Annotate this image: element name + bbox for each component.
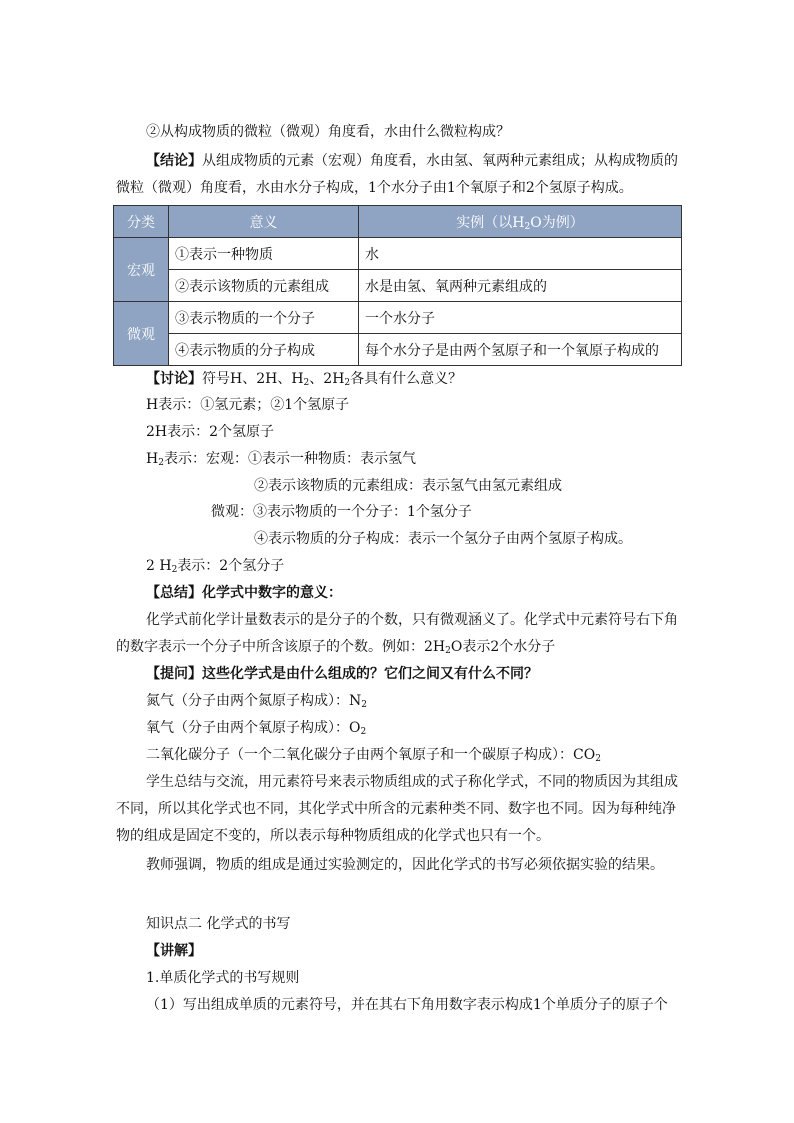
h2-meaning: $H_2$表示：宏观：①表示一种物质：表示氢气 [146, 451, 416, 468]
teacher-note: 教师强调，物质的组成是通过实验测定的，因此化学式的书写必须依据实验的结果。 [146, 857, 664, 873]
paragraph-line: 学生总结与交流，用元素符号来表示物质组成的式子称化学式，不同的物质因为其组成 [146, 774, 678, 790]
header-example: 实例（以$H_2O$为例） [359, 206, 682, 238]
row-example: 一个水分子 [359, 302, 682, 334]
question-heading: 【提问】这些化学式是由什么组成的？它们之间又有什么不同？ [146, 666, 538, 682]
row-meaning: ④表示物质的分子构成 [169, 334, 359, 366]
row-example: 每个水分子是由两个氢原子和一个氧原子构成的 [359, 334, 682, 366]
header-category: 分类 [114, 206, 169, 238]
co2-line: 二氧化碳分子（一个二氧化碳分子由两个氧原子和一个碳原子构成）：$CO_2$ [146, 747, 601, 764]
row-example: 水 [359, 238, 682, 270]
section2-title: 知识点二 化学式的书写 [146, 916, 291, 932]
rule-title: 1.单质化学式的书写规则 [146, 970, 300, 986]
h2-meaning-4: ④表示物质的分子构成：表示一个氢分子由两个氢原子构成。 [254, 531, 632, 547]
summary-heading: 【总结】化学式中数字的意义： [146, 585, 342, 601]
table-header-row [114, 206, 682, 238]
row-example: 水是由氢、氧两种元素组成的 [359, 270, 682, 302]
2h2-meaning: 2 $H_2$表示：2个氢分子 [146, 558, 285, 575]
conclusion-tag: 【结论】 [146, 153, 202, 169]
conclusion-line-1: 【结论】从组成物质的元素（宏观）角度看，水由氢、氧两种元素组成；从构成物质的 [146, 153, 678, 169]
row-meaning: ①表示一种物质 [169, 238, 359, 270]
oxygen-line: 氧气（分子由两个氧原子构成）：$O_2$ [146, 720, 367, 737]
table-row [114, 270, 682, 302]
row-meaning: ③表示物质的一个分子 [169, 302, 359, 334]
question-2: ②从构成物质的微粒（微观）角度看，水由什么微粒构成？ [146, 124, 510, 140]
explain-tag: 【讲解】 [146, 943, 202, 959]
conclusion-line-2: 微粒（微观）角度看，水由水分子构成，1个水分子由1个氧原子和2个氢原子构成。 [116, 180, 633, 196]
header-meaning: 意义 [169, 206, 359, 238]
classification-table [113, 205, 682, 366]
paragraph-line: 物的组成是固定不变的，所以表示每种物质组成的化学式也只有一个。 [116, 828, 550, 844]
summary-line-1: 化学式前化学计量数表示的是分子的个数，只有微观涵义了。化学式中元素符号右下角 [146, 612, 678, 628]
row-meaning: ②表示该物质的元素组成 [169, 270, 359, 302]
2h-meaning: 2H表示：2个氢原子 [146, 424, 275, 440]
h-meaning: H表示：①氢元素；②1个氢原子 [146, 397, 350, 413]
table-row [114, 238, 682, 270]
nitrogen-line: 氮气（分子由两个氮原子构成）：$N_2$ [146, 693, 367, 710]
paragraph-line: 不同，所以其化学式也不同，其化学式中所含的元素种类不同、数字也不同。因为每种纯净 [116, 801, 676, 817]
h2-meaning-3: 微观：③表示物质的一个分子：1个氢分子 [211, 504, 472, 520]
rule-1: （1）写出组成单质的元素符号，并在其右下角用数字表示构成1个单质分子的原子个 [146, 997, 668, 1013]
summary-line-2: 的数字表示一个分子中所含该原子的个数。例如：$2H_2O$表示2个水分子 [116, 639, 556, 656]
category-macro: 宏观 [114, 238, 169, 302]
table-row [114, 302, 682, 334]
category-micro: 微观 [114, 302, 169, 366]
h2-meaning-2: ②表示该物质的元素组成：表示氢气由氢元素组成 [254, 478, 562, 494]
table-row [114, 334, 682, 366]
discussion-question: 【讨论】符号H、2H、$H_2$、$2H_2$各具有什么意义？ [146, 371, 463, 388]
